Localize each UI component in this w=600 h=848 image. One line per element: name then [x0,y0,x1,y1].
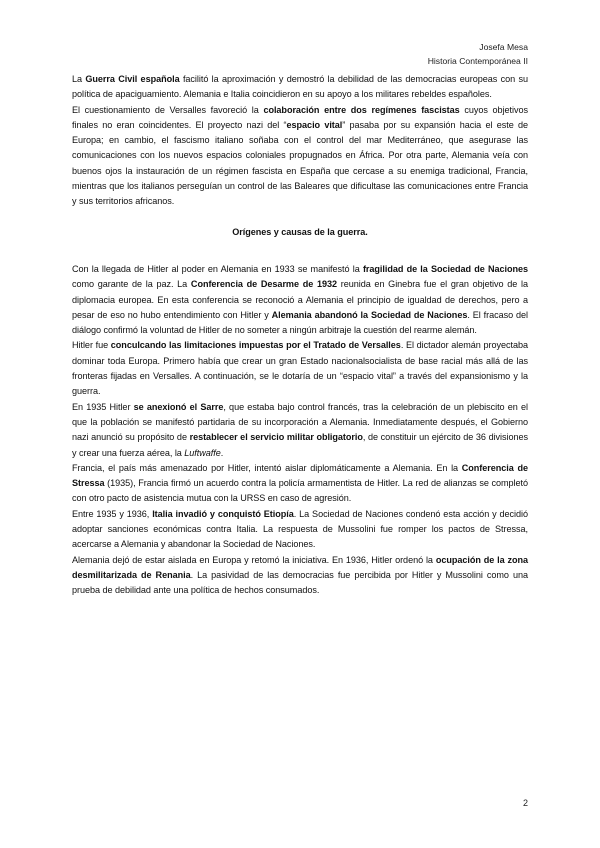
paragraph [72,72,528,103]
text-run: ” pasaba por su expansión hacia el este de Europa; en cambio, el fascismo italiano soñaba con el control del mar Mediterráneo, que asegurase las comunicaciones con los nuevos espacios coloniales propugnados en África. Por otra parte, Alemania veía con buenos ojos la instauración de un régimen fascista en España que cercase a su enemiga tradicional, Francia, mientras que los italianos perseguían un control de las Baleares que dificultase las comunicaciones entre Francia y sus territorios africanos. [72,119,528,207]
text-run: Francia, el país más amenazado por Hitler, intentó aislar diplomáticamente a Alemania. En la [72,462,462,473]
header-course: Historia Contemporánea II [427,56,528,66]
header-author: Josefa Mesa [479,42,528,52]
paragraph [72,262,528,338]
page-number: 2 [522,798,528,808]
paragraph [72,553,528,599]
paragraph [72,103,528,210]
bold-phrase: conculcando las limitaciones impuestas por el Tratado de Versalles [110,340,401,351]
bold-phrase: fragilidad de la Sociedad de Naciones [362,263,529,274]
bold-phrase: espacio vital [286,119,343,130]
text-run: . La pasividad de las democracias fue percibida por Hitler y Mussolini como una prueba de debilidad ante una política de hechos consumados. [72,569,528,596]
text-run: facilitó la aproximación y demostró la debilidad de las democracias europeas con su política de apaciguamiento. Alemania e Italia coincidieron en su apoyo a los militares rebeldes españoles. [72,74,529,100]
paragraph [72,400,528,461]
bold-phrase: se anexionó el Sarre [133,401,224,412]
origins-section [72,262,528,599]
text-run: , de constituir un ejército de 36 divisiones y crear una fuerza aérea, la [72,432,528,458]
page-header [428,40,528,68]
bold-phrase: Conferencia de Stressa [72,462,528,489]
italic-phrase: Luftwaffe [184,447,221,458]
text-run: Hitler fue [72,340,111,351]
text-run: (1935), Francia firmó un acuerdo contra la policía armamentista de Hitler. La red de alianzas se completó con otro pacto de asistencia mutua con la URSS en caso de agresión. [72,478,528,504]
text-run: Alemania dejó de estar aislada en Europa y retomó la iniciativa. En 1936, Hitler ordenó la [72,554,436,565]
bold-phrase: restablecer el servicio militar obligatorio [189,432,363,443]
bold-phrase: Alemania abandonó la Sociedad de Naciones [271,309,468,320]
text-run: como garante de la paz. La [72,279,191,290]
text-run: Entre 1935 y 1936, [72,508,153,519]
text-run: cuyos objetivos finales no eran coincidentes. El proyecto nazi del “ [72,104,528,130]
text-run: . [220,447,224,458]
bold-phrase: Guerra Civil española [85,74,180,84]
text-run: . El dictador alemán proyectaba dominar toda Europa. Primero había que crear un gran Estado nacionalsocialista de base racial más allá de las fronteras fijadas en Versalles. A continuación, se le dotaría de un “espacio vital” a través del expansionismo y la guerra. [72,340,528,397]
text-run: Con la llegada de Hitler al poder en Alemania en 1933 se manifestó la [72,263,363,274]
paragraph [72,461,528,507]
text-run: En 1935 Hitler [72,401,134,412]
document-body [72,72,528,599]
intro-section [72,72,528,210]
bold-phrase: Conferencia de Desarme de 1932 [190,279,337,290]
text-run: El cuestionamiento de Versalles favoreció la [72,104,264,115]
section-heading: Orígenes y causas de la guerra. [232,226,368,237]
bold-phrase: ocupación de la zona desmilitarizada de Renania [72,554,528,580]
paragraph [72,338,528,399]
text-run: . La Sociedad de Naciones condenó esta acción y decidió adoptar sanciones económicas contra Italia. La respuesta de Mussolini fue romper los pactos de Stressa, acercarse a Alemania y abandonar la Sociedad de Naciones. [72,508,528,550]
text-run: reunida en Ginebra fue el gran objetivo de la diplomacia europea. En esta conferencia se reconoció a Alemania el principio de igualdad de derechos, pero a pesar de eso no hubo entendimiento con Hitler y [72,279,528,320]
text-run: La [72,74,86,84]
paragraph [72,507,528,553]
bold-phrase: Italia invadió y conquistó Etiopía [152,508,294,519]
bold-phrase: colaboración entre dos regímenes fascistas [263,104,460,115]
text-run: , que estaba bajo control francés, tras la celebración de un plebiscito en el que la población se manifestó partidaria de su incorporación a Alemania. Inmediatamente después, el Gobierno nazi anunció su propósito de [72,401,528,443]
text-run: . El fracaso del diálogo confirmó la voluntad de Hitler de no someter a ningún arbitraje la cuestión del rearme alemán. [72,309,528,336]
